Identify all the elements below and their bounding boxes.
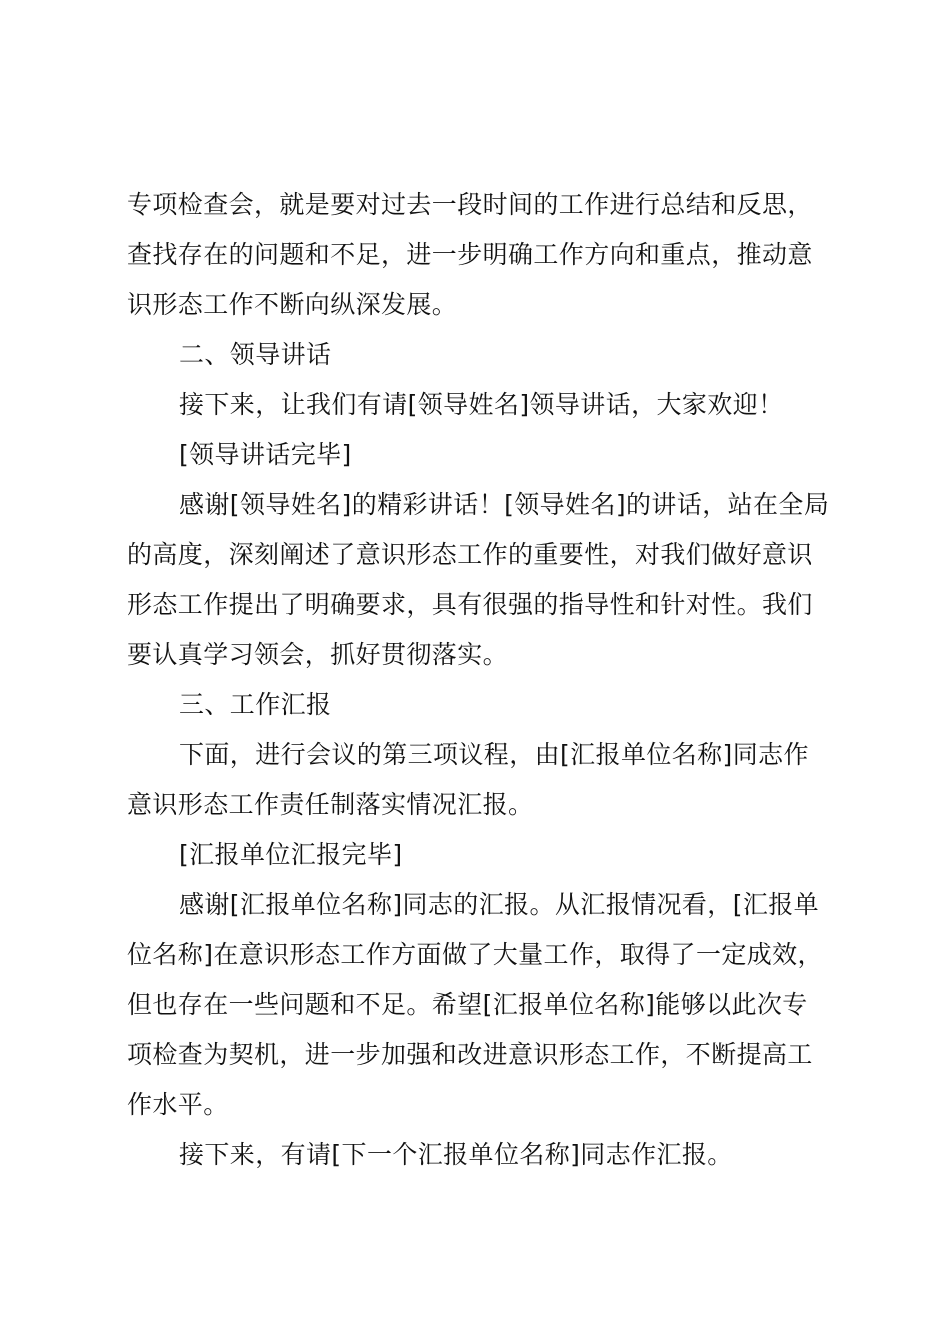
text-line: 感谢[领导姓名]的精彩讲话！[领导姓名]的讲话，站在全局 — [179, 490, 830, 519]
text-line: 下面，进行会议的第三项议程，由[汇报单位名称]同志作 — [179, 740, 809, 769]
text-line: 项检查为契机，进一步加强和改进意识形态工作，不断提高工 — [127, 1040, 813, 1069]
text-line: 查找存在的问题和不足，进一步明确工作方向和重点，推动意 — [127, 240, 813, 269]
stage-note: [领导讲话完毕] — [179, 440, 352, 469]
text-line: 要认真学习领会，抓好贯彻落实。 — [127, 640, 509, 669]
text-line: 意识形态工作责任制落实情况汇报。 — [127, 790, 534, 819]
section-heading: 二、领导讲话 — [179, 340, 332, 369]
stage-note: [汇报单位汇报完毕] — [179, 840, 403, 869]
section-heading: 三、工作汇报 — [179, 690, 332, 719]
document-body — [127, 180, 833, 1180]
text-line: 识形态工作不断向纵深发展。 — [127, 290, 458, 319]
text-line: 作水平。 — [127, 1090, 229, 1119]
text-line: 形态工作提出了明确要求，具有很强的指导性和针对性。我们 — [127, 590, 813, 619]
text-line: 接下来，有请[下一个汇报单位名称]同志作汇报。 — [179, 1140, 733, 1169]
text-line: 感谢[汇报单位名称]同志的汇报。从汇报情况看，[汇报单 — [179, 890, 820, 919]
text-line: 的高度，深刻阐述了意识形态工作的重要性，对我们做好意识 — [127, 540, 813, 569]
text-line: 位名称]在意识形态工作方面做了大量工作，取得了一定成效， — [127, 940, 823, 969]
text-line: 专项检查会，就是要对过去一段时间的工作进行总结和反思， — [127, 190, 813, 219]
text-line: 接下来，让我们有请[领导姓名]领导讲话，大家欢迎！ — [179, 390, 784, 419]
text-line: 但也存在一些问题和不足。希望[汇报单位名称]能够以此次专 — [127, 990, 808, 1019]
